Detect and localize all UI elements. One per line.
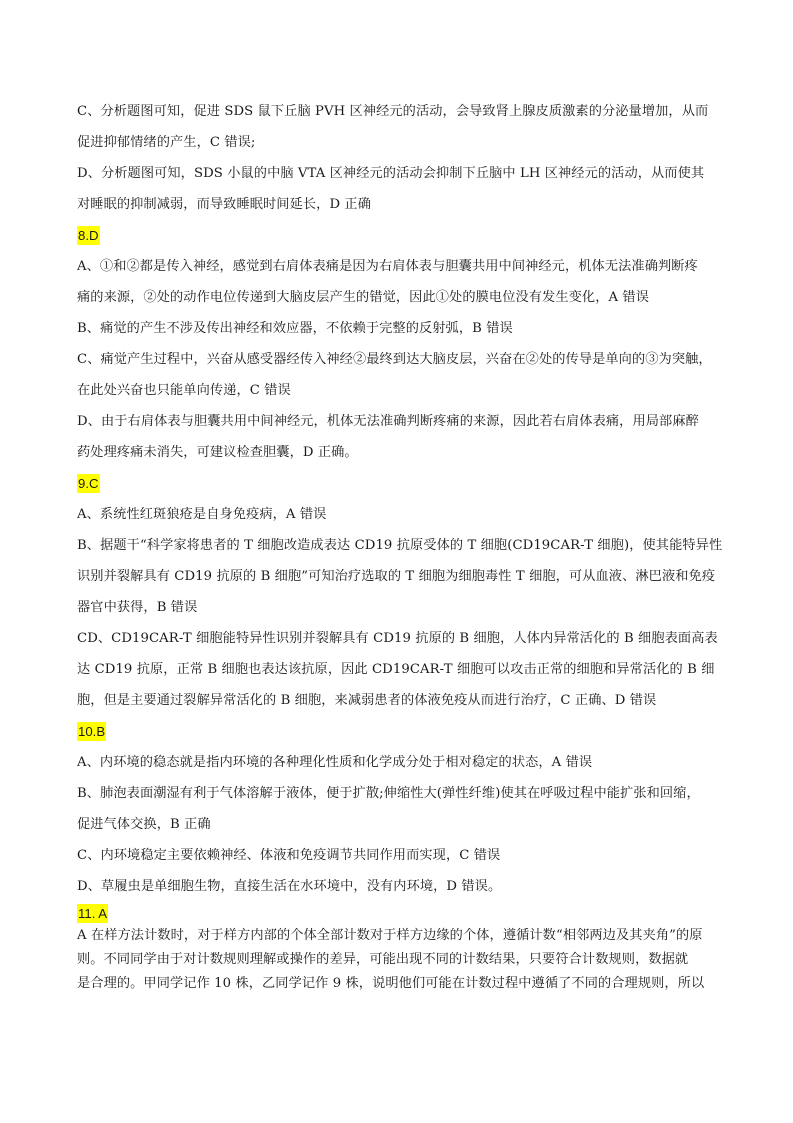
answer-text-line: B、据题干“科学家将患者的 T 细胞改造成表达 CD19 抗原受体的 T 细胞(CD19CAR-T 细胞)，使其能特异性 xyxy=(77,538,723,553)
answer-text-line: C、内环境稳定主要依赖神经、体液和免疫调节共同作用而实现，C 错误 xyxy=(77,848,501,863)
answer-text-line: B、肺泡表面潮湿有利于气体溶解于液体，便于扩散;伸缩性大(弹性纤维)使其在呼吸过程中能扩张和回缩， xyxy=(77,786,700,801)
answer-text-line: D、由于右肩体表与胆囊共用中间神经元，机体无法准确判断疼痛的来源，因此若右肩体表痛，用局部麻醉 xyxy=(77,414,699,429)
answer-text-line: 胞，但是主要通过裂解异常活化的 B 细胞，来减弱患者的体液免疫从而进行治疗，C 正确、D 错误 xyxy=(77,693,657,708)
answer-text-line: 器官中获得，B 错误 xyxy=(77,600,198,615)
question-number-highlight: 10.B xyxy=(78,724,106,739)
answer-text-line: A、系统性红斑狼疮是自身免疫病，A 错误 xyxy=(77,507,327,522)
answer-text-line: 促进抑郁情绪的产生，C 错误; xyxy=(77,135,256,150)
answer-text-line: A、内环境的稳态就是指内环境的各种理化性质和化学成分处于相对稳定的状态，A 错误 xyxy=(77,755,593,770)
answer-text-line: D、草履虫是单细胞生物，直接生活在水环境中，没有内环境，D 错误。 xyxy=(77,879,502,894)
question-number-highlight: 11. A xyxy=(78,905,108,921)
answer-text-line: C、分析题图可知，促进 SDS 鼠下丘脑 PVH 区神经元的活动，会导致肾上腺皮质激素的分泌量增加，从而 xyxy=(77,104,709,119)
question-number-highlight: 9.C xyxy=(78,476,99,491)
question-number-row xyxy=(77,220,725,251)
answer-text-line: 识别并裂解具有 CD19 抗原的 B 细胞”可知治疗选取的 T 细胞为细胞毒性 T 细胞，可从血液、淋巴液和免疫 xyxy=(77,569,716,584)
answer-text-line: D、分析题图可知，SDS 小鼠的中脑 VTA 区神经元的活动会抑制下丘脑中 LH 区神经元的活动，从而使其 xyxy=(77,166,705,181)
answer-text-line: 在此处兴奋也只能单向传递，C 错误 xyxy=(77,383,291,398)
document-page xyxy=(77,96,725,996)
answer-text-line: A 在样方法计数时，对于样方内部的个体全部计数对于样方边缘的个体，遵循计数“相邻两边及其夹角”的原 xyxy=(77,928,703,943)
answer-text-line: 则。不同同学由于对计数规则理解或操作的差异，可能出现不同的计数结果，只要符合计数规则，数据就 xyxy=(77,952,689,967)
answer-text-line: 是合理的。甲同学记作 10 株，乙同学记作 9 株，说明他们可能在计数过程中遵循了不同的合理规则，所以 xyxy=(77,976,705,991)
answer-text-line: 对睡眠的抑制减弱，而导致睡眠时间延长，D 正确 xyxy=(77,197,372,212)
answer-text-line: B、痛觉的产生不涉及传出神经和效应器，不依赖于完整的反射弧，B 错误 xyxy=(77,321,513,336)
answer-text-line: 痛的来源，②处的动作电位传递到大脑皮层产生的错觉，因此①处的膜电位没有发生变化，A 错误 xyxy=(77,290,649,305)
answer-text-line: 达 CD19 抗原，正常 B 细胞也表达该抗原，因此 CD19CAR-T 细胞可以攻击正常的细胞和异常活化的 B 细 xyxy=(77,662,715,677)
question-number-row xyxy=(77,468,725,499)
question-number-highlight: 8.D xyxy=(78,228,99,243)
answer-text-line: 促进气体交换，B 正确 xyxy=(77,817,211,832)
question-number-row xyxy=(77,902,725,924)
answer-text-line: 药处理疼痛未消失，可建议检查胆囊，D 正确。 xyxy=(77,445,358,460)
answer-text-line: C、痛觉产生过程中，兴奋从感受器经传入神经②最终到达大脑皮层，兴奋在②处的传导是单向的③为突触， xyxy=(77,352,712,367)
answer-text-line: A、①和②都是传入神经，感觉到右肩体表痛是因为右肩体表与胆囊共用中间神经元，机体无法准确判断疼 xyxy=(77,259,698,274)
answer-text-line: CD、CD19CAR-T 细胞能特异性识别并裂解具有 CD19 抗原的 B 细胞，人体内异常活化的 B 细胞表面高表 xyxy=(77,631,718,646)
question-number-row xyxy=(77,716,725,747)
